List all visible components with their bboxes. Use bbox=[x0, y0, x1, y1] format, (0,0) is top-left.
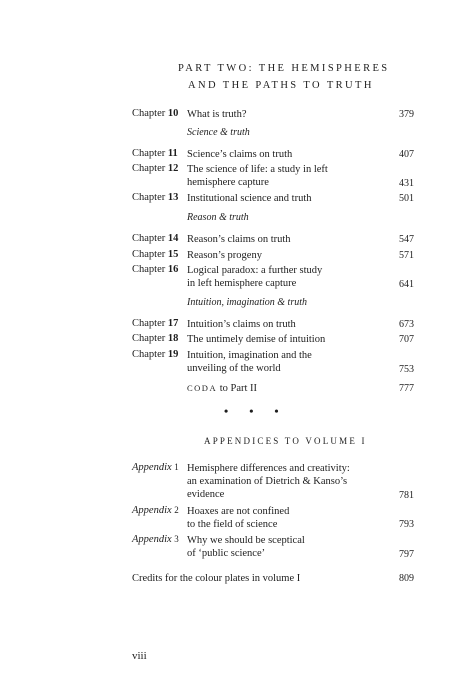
appendices-heading: APPENDICES TO VOLUME I bbox=[204, 436, 367, 446]
page-number: 547 bbox=[399, 234, 414, 245]
page-number: 673 bbox=[399, 319, 414, 330]
page-number: 777 bbox=[399, 383, 414, 394]
chapter-label: Chapter 15 bbox=[132, 249, 179, 260]
chapter-label: Chapter 18 bbox=[132, 333, 179, 344]
chapter-label: Chapter 14 bbox=[132, 233, 179, 244]
appendix-title-line1[interactable]: Hoaxes are not confined bbox=[187, 506, 290, 517]
chapter-title-line1[interactable]: The science of life: a study in left bbox=[187, 164, 328, 175]
chapter-label: Chapter 12 bbox=[132, 163, 179, 174]
chapter-title[interactable]: Reason’s progeny bbox=[187, 250, 262, 261]
appendix-label: Appendix 3 bbox=[132, 534, 179, 545]
page-folio: viii bbox=[132, 650, 147, 662]
appendix-title-line2[interactable]: an examination of Dietrich & Kanso’s bbox=[187, 476, 348, 487]
page-number: 797 bbox=[399, 549, 414, 560]
chapter-label: Chapter 11 bbox=[132, 148, 178, 159]
appendix-label: Appendix 2 bbox=[132, 505, 179, 516]
section-heading: Reason & truth bbox=[187, 212, 249, 223]
page-number: 753 bbox=[399, 364, 414, 375]
chapter-title[interactable]: The untimely demise of intuition bbox=[187, 334, 326, 345]
credits-entry[interactable]: Credits for the colour plates in volume I bbox=[132, 573, 301, 584]
section-heading: Science & truth bbox=[187, 127, 250, 138]
chapter-label: Chapter 17 bbox=[132, 318, 179, 329]
chapter-title-line1[interactable]: Intuition, imagination and the bbox=[187, 350, 312, 361]
page-number: 571 bbox=[399, 250, 414, 261]
appendix-title-line3[interactable]: evidence bbox=[187, 489, 225, 500]
chapter-title[interactable]: Institutional science and truth bbox=[187, 193, 312, 204]
appendix-title-line1[interactable]: Hemisphere differences and creativity: bbox=[187, 463, 350, 474]
chapter-label: Chapter 10 bbox=[132, 108, 179, 119]
chapter-label: Chapter 16 bbox=[132, 264, 179, 275]
chapter-title[interactable]: Reason’s claims on truth bbox=[187, 234, 291, 245]
chapter-title-line2[interactable]: unveiling of the world bbox=[187, 363, 281, 374]
chapter-title-line1[interactable]: Logical paradox: a further study bbox=[187, 265, 323, 276]
page-number: 707 bbox=[399, 334, 414, 345]
chapter-title[interactable]: What is truth? bbox=[187, 109, 247, 120]
page-number: 641 bbox=[399, 279, 414, 290]
part-heading-line2: AND THE PATHS TO TRUTH bbox=[188, 80, 374, 91]
section-divider: • • • bbox=[224, 404, 288, 418]
chapter-label: Chapter 19 bbox=[132, 349, 179, 360]
appendix-title-line2[interactable]: to the field of science bbox=[187, 519, 278, 530]
page-number: 793 bbox=[399, 519, 414, 530]
page-number: 809 bbox=[399, 573, 414, 584]
chapter-title-line2[interactable]: in left hemisphere capture bbox=[187, 278, 297, 289]
page-number: 379 bbox=[399, 109, 414, 120]
part-heading-line1: PART TWO: THE HEMISPHERES bbox=[178, 63, 390, 74]
appendix-title-line2[interactable]: of ‘public science’ bbox=[187, 548, 266, 559]
chapter-title-line2[interactable]: hemisphere capture bbox=[187, 177, 269, 188]
page-number: 501 bbox=[399, 193, 414, 204]
chapter-label: Chapter 13 bbox=[132, 192, 179, 203]
chapter-title[interactable]: Science’s claims on truth bbox=[187, 149, 293, 160]
appendix-title-line1[interactable]: Why we should be sceptical bbox=[187, 535, 305, 546]
coda-entry[interactable]: CODA to Part II bbox=[187, 383, 258, 394]
chapter-title[interactable]: Intuition’s claims on truth bbox=[187, 319, 296, 330]
section-heading: Intuition, imagination & truth bbox=[187, 297, 308, 308]
page-number: 407 bbox=[399, 149, 414, 160]
page-number: 781 bbox=[399, 490, 414, 501]
appendix-label: Appendix 1 bbox=[132, 462, 179, 473]
page-number: 431 bbox=[399, 178, 414, 189]
